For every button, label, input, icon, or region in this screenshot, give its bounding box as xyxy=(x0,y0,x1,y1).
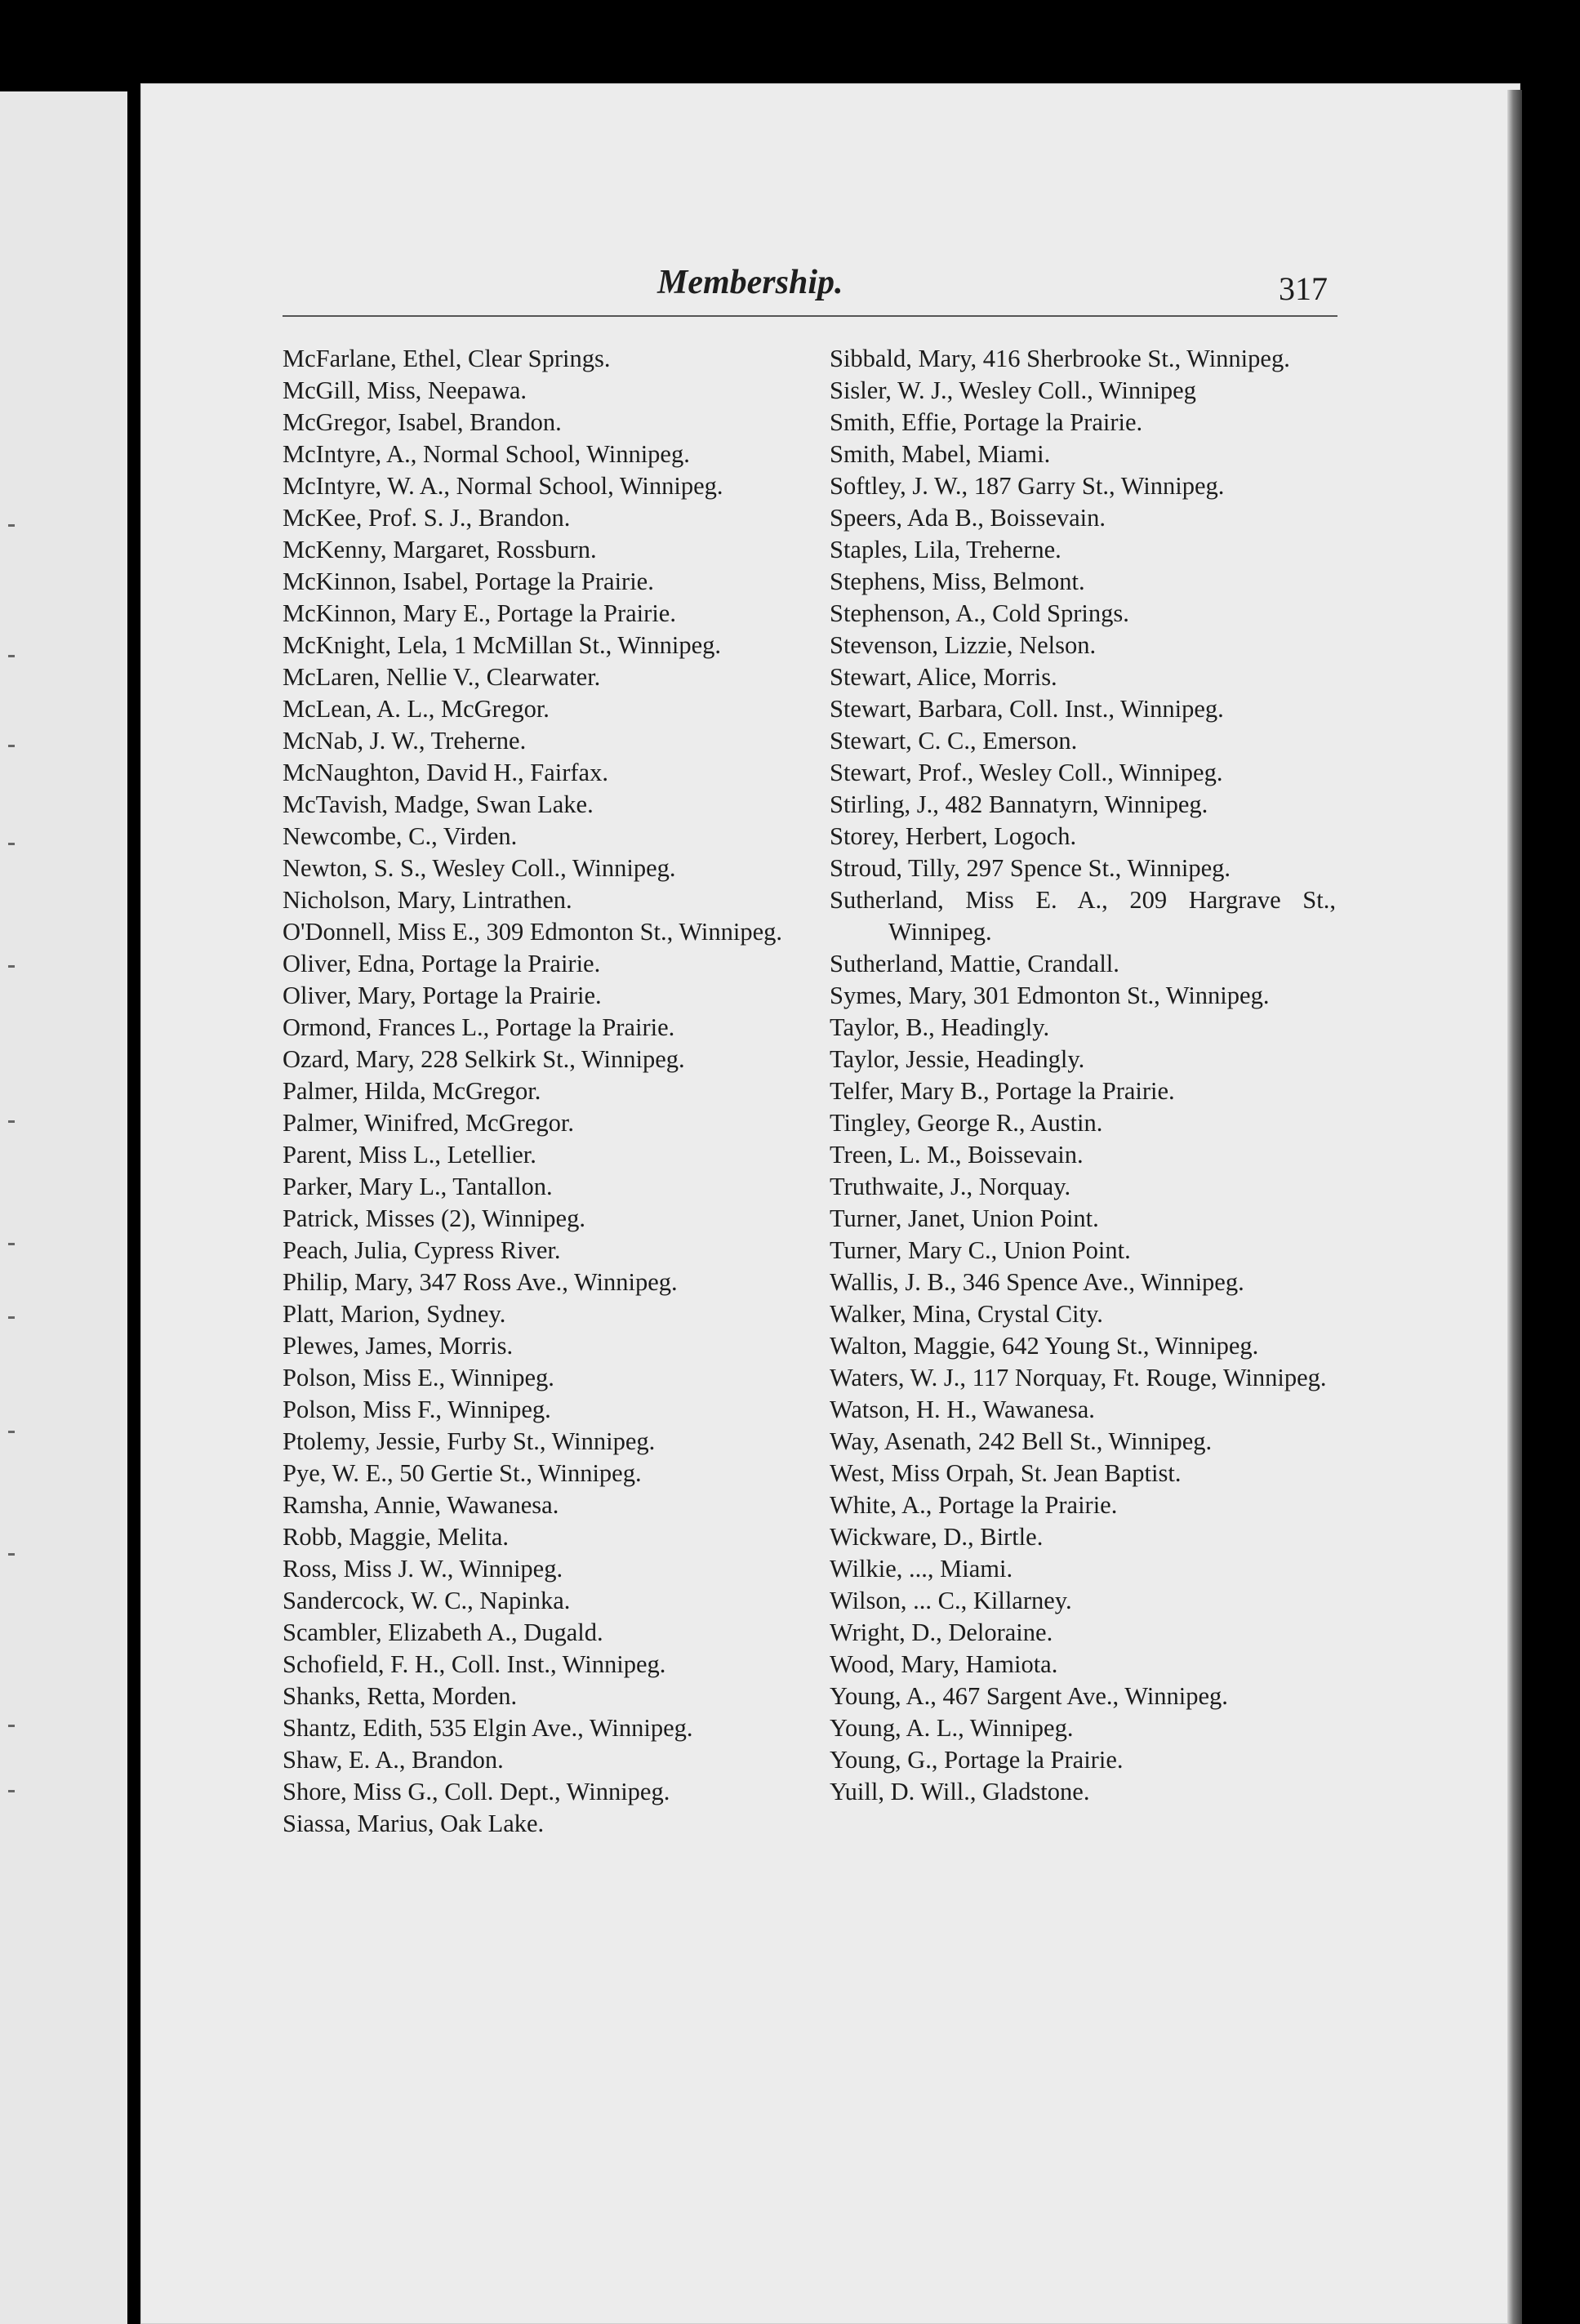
member-entry: Palmer, Hilda, McGregor. xyxy=(283,1077,541,1105)
member-entry: Young, A., 467 Sargent Ave., Winnipeg. xyxy=(830,1682,1228,1710)
member-entry: Sisler, W. J., Wesley Coll., Winnipeg xyxy=(830,376,1196,404)
member-entry: Stephenson, A., Cold Springs. xyxy=(830,599,1129,627)
member-entry: West, Miss Orpah, St. Jean Baptist. xyxy=(830,1459,1182,1487)
page-binding-edge xyxy=(1507,90,1522,2324)
facing-page-mark xyxy=(8,1553,15,1556)
member-entry: Symes, Mary, 301 Edmonton St., Winnipeg. xyxy=(830,982,1270,1009)
member-entry: Smith, Mabel, Miami. xyxy=(830,440,1051,468)
left-column xyxy=(283,343,789,1840)
member-entry: Polson, Miss E., Winnipeg. xyxy=(283,1364,554,1391)
member-entry: McNaughton, David H., Fairfax. xyxy=(283,759,608,786)
member-entry: McIntyre, W. A., Normal School, Winnipeg. xyxy=(283,472,723,500)
facing-page-mark xyxy=(8,1316,15,1319)
member-entry: McKinnon, Isabel, Portage la Prairie. xyxy=(283,568,654,595)
member-entry: Telfer, Mary B., Portage la Prairie. xyxy=(830,1077,1175,1105)
member-entry: Way, Asenath, 242 Bell St., Winnipeg. xyxy=(830,1427,1213,1455)
member-entry: Polson, Miss F., Winnipeg. xyxy=(283,1396,551,1423)
facing-page-mark xyxy=(8,1725,15,1727)
member-entry: McGill, Miss, Neepawa. xyxy=(283,376,527,404)
member-entry: Scambler, Elizabeth A., Dugald. xyxy=(283,1618,603,1646)
member-entry: Pye, W. E., 50 Gertie St., Winnipeg. xyxy=(283,1459,642,1487)
member-entry: Newcombe, C., Virden. xyxy=(283,822,518,850)
member-entry: Wood, Mary, Hamiota. xyxy=(830,1650,1058,1678)
member-entry: Staples, Lila, Treherne. xyxy=(830,536,1061,563)
facing-page-edge xyxy=(0,91,127,2324)
member-entry: Ross, Miss J. W., Winnipeg. xyxy=(283,1555,563,1583)
member-entry: Ozard, Mary, 228 Selkirk St., Winnipeg. xyxy=(283,1045,685,1073)
member-entry: Yuill, D. Will., Gladstone. xyxy=(830,1778,1090,1805)
right-column xyxy=(830,343,1336,1808)
member-entry: McKinnon, Mary E., Portage la Prairie. xyxy=(283,599,676,627)
member-entry: McTavish, Madge, Swan Lake. xyxy=(283,790,594,818)
member-entry: Shanks, Retta, Morden. xyxy=(283,1682,518,1710)
member-entry: McKenny, Margaret, Rossburn. xyxy=(283,536,597,563)
member-entry: McLaren, Nellie V., Clearwater. xyxy=(283,663,601,691)
member-entry: Palmer, Winifred, McGregor. xyxy=(283,1109,574,1137)
member-entry: Sandercock, W. C., Napinka. xyxy=(283,1587,571,1614)
member-entry: Turner, Janet, Union Point. xyxy=(830,1204,1099,1232)
member-entry: Wickware, D., Birtle. xyxy=(830,1523,1044,1551)
facing-page-mark xyxy=(8,1120,15,1123)
member-entry: Wright, D., Deloraine. xyxy=(830,1618,1053,1646)
member-entry: Watson, H. H., Wawanesa. xyxy=(830,1396,1095,1423)
member-entry: Wilson, ... C., Killarney. xyxy=(830,1587,1072,1614)
member-entry: Sutherland, Miss E. A., 209 Hargrave St., Winnipeg. xyxy=(830,886,1336,946)
header-rule xyxy=(283,315,1337,317)
member-entry: Walker, Mina, Crystal City. xyxy=(830,1300,1103,1328)
member-entry: Nicholson, Mary, Lintrathen. xyxy=(283,886,572,914)
member-entry: Stirling, J., 482 Bannatyrn, Winnipeg. xyxy=(830,790,1208,818)
member-entry: Philip, Mary, 347 Ross Ave., Winnipeg. xyxy=(283,1268,678,1296)
page-number: 317 xyxy=(1279,270,1328,307)
member-entry: Walton, Maggie, 642 Young St., Winnipeg. xyxy=(830,1332,1259,1360)
member-entry: Softley, J. W., 187 Garry St., Winnipeg. xyxy=(830,472,1225,500)
member-entry: Shantz, Edith, 535 Elgin Ave., Winnipeg. xyxy=(283,1714,693,1742)
member-entry: Platt, Marion, Sydney. xyxy=(283,1300,506,1328)
member-entry: Newton, S. S., Wesley Coll., Winnipeg. xyxy=(283,854,676,882)
member-entry: Sibbald, Mary, 416 Sherbrooke St., Winnipeg. xyxy=(830,345,1290,372)
member-entry: McKnight, Lela, 1 McMillan St., Winnipeg. xyxy=(283,631,721,659)
member-entry: Sutherland, Mattie, Crandall. xyxy=(830,950,1119,977)
member-entry: Speers, Ada B., Boissevain. xyxy=(830,504,1106,532)
member-entry: Patrick, Misses (2), Winnipeg. xyxy=(283,1204,585,1232)
member-entry: Ormond, Frances L., Portage la Prairie. xyxy=(283,1013,675,1041)
member-entry: Parent, Miss L., Letellier. xyxy=(283,1141,536,1169)
member-entry: Robb, Maggie, Melita. xyxy=(283,1523,510,1551)
member-entry: Stewart, Prof., Wesley Coll., Winnipeg. xyxy=(830,759,1223,786)
member-entry: McNab, J. W., Treherne. xyxy=(283,727,527,755)
member-entry: Peach, Julia, Cypress River. xyxy=(283,1236,561,1264)
member-entry: Treen, L. M., Boissevain. xyxy=(830,1141,1084,1169)
member-entry: Wilkie, ..., Miami. xyxy=(830,1555,1013,1583)
member-entry: Young, A. L., Winnipeg. xyxy=(830,1714,1074,1742)
facing-page-mark xyxy=(8,1431,15,1433)
facing-page-mark xyxy=(8,524,15,527)
member-entry: Shaw, E. A., Brandon. xyxy=(283,1746,504,1774)
member-entry: Stroud, Tilly, 297 Spence St., Winnipeg. xyxy=(830,854,1231,882)
member-entry: McFarlane, Ethel, Clear Springs. xyxy=(283,345,611,372)
member-entry: Stevenson, Lizzie, Nelson. xyxy=(830,631,1097,659)
member-entry: Siassa, Marius, Oak Lake. xyxy=(283,1810,545,1837)
running-head: Membership. xyxy=(657,264,843,301)
member-entry: Truthwaite, J., Norquay. xyxy=(830,1173,1071,1200)
member-entry: Stewart, Alice, Morris. xyxy=(830,663,1057,691)
member-entry: Wallis, J. B., 346 Spence Ave., Winnipeg. xyxy=(830,1268,1244,1296)
facing-page-mark xyxy=(8,843,15,845)
member-entry: Shore, Miss G., Coll. Dept., Winnipeg. xyxy=(283,1778,670,1805)
member-entry: Stewart, C. C., Emerson. xyxy=(830,727,1078,755)
member-entry: Turner, Mary C., Union Point. xyxy=(830,1236,1131,1264)
member-entry: Parker, Mary L., Tantallon. xyxy=(283,1173,553,1200)
member-entry: O'Donnell, Miss E., 309 Edmonton St., Winnipeg. xyxy=(283,918,783,946)
member-entry: Stewart, Barbara, Coll. Inst., Winnipeg. xyxy=(830,695,1224,723)
member-entry: Taylor, B., Headingly. xyxy=(830,1013,1050,1041)
facing-page-mark xyxy=(8,655,15,657)
member-entry: McKee, Prof. S. J., Brandon. xyxy=(283,504,571,532)
member-entry: McGregor, Isabel, Brandon. xyxy=(283,408,562,436)
member-entry: McLean, A. L., McGregor. xyxy=(283,695,550,723)
facing-page-mark xyxy=(8,745,15,747)
member-entry: Waters, W. J., 117 Norquay, Ft. Rouge, Winnipeg. xyxy=(830,1364,1327,1391)
member-entry: Oliver, Edna, Portage la Prairie. xyxy=(283,950,601,977)
member-entry: Ramsha, Annie, Wawanesa. xyxy=(283,1491,559,1519)
member-entry: Plewes, James, Morris. xyxy=(283,1332,514,1360)
member-entry: Schofield, F. H., Coll. Inst., Winnipeg. xyxy=(283,1650,666,1678)
facing-page-mark xyxy=(8,1790,15,1792)
facing-page-mark xyxy=(8,965,15,968)
member-entry: Young, G., Portage la Prairie. xyxy=(830,1746,1124,1774)
member-entry: Smith, Effie, Portage la Prairie. xyxy=(830,408,1143,436)
member-entry: Storey, Herbert, Logoch. xyxy=(830,822,1077,850)
member-entry: Tingley, George R., Austin. xyxy=(830,1109,1103,1137)
member-entry: White, A., Portage la Prairie. xyxy=(830,1491,1118,1519)
member-entry: Taylor, Jessie, Headingly. xyxy=(830,1045,1085,1073)
facing-page-mark xyxy=(8,1243,15,1245)
member-entry: Stephens, Miss, Belmont. xyxy=(830,568,1085,595)
member-entry: Ptolemy, Jessie, Furby St., Winnipeg. xyxy=(283,1427,656,1455)
member-entry: Oliver, Mary, Portage la Prairie. xyxy=(283,982,602,1009)
member-entry: McIntyre, A., Normal School, Winnipeg. xyxy=(283,440,690,468)
